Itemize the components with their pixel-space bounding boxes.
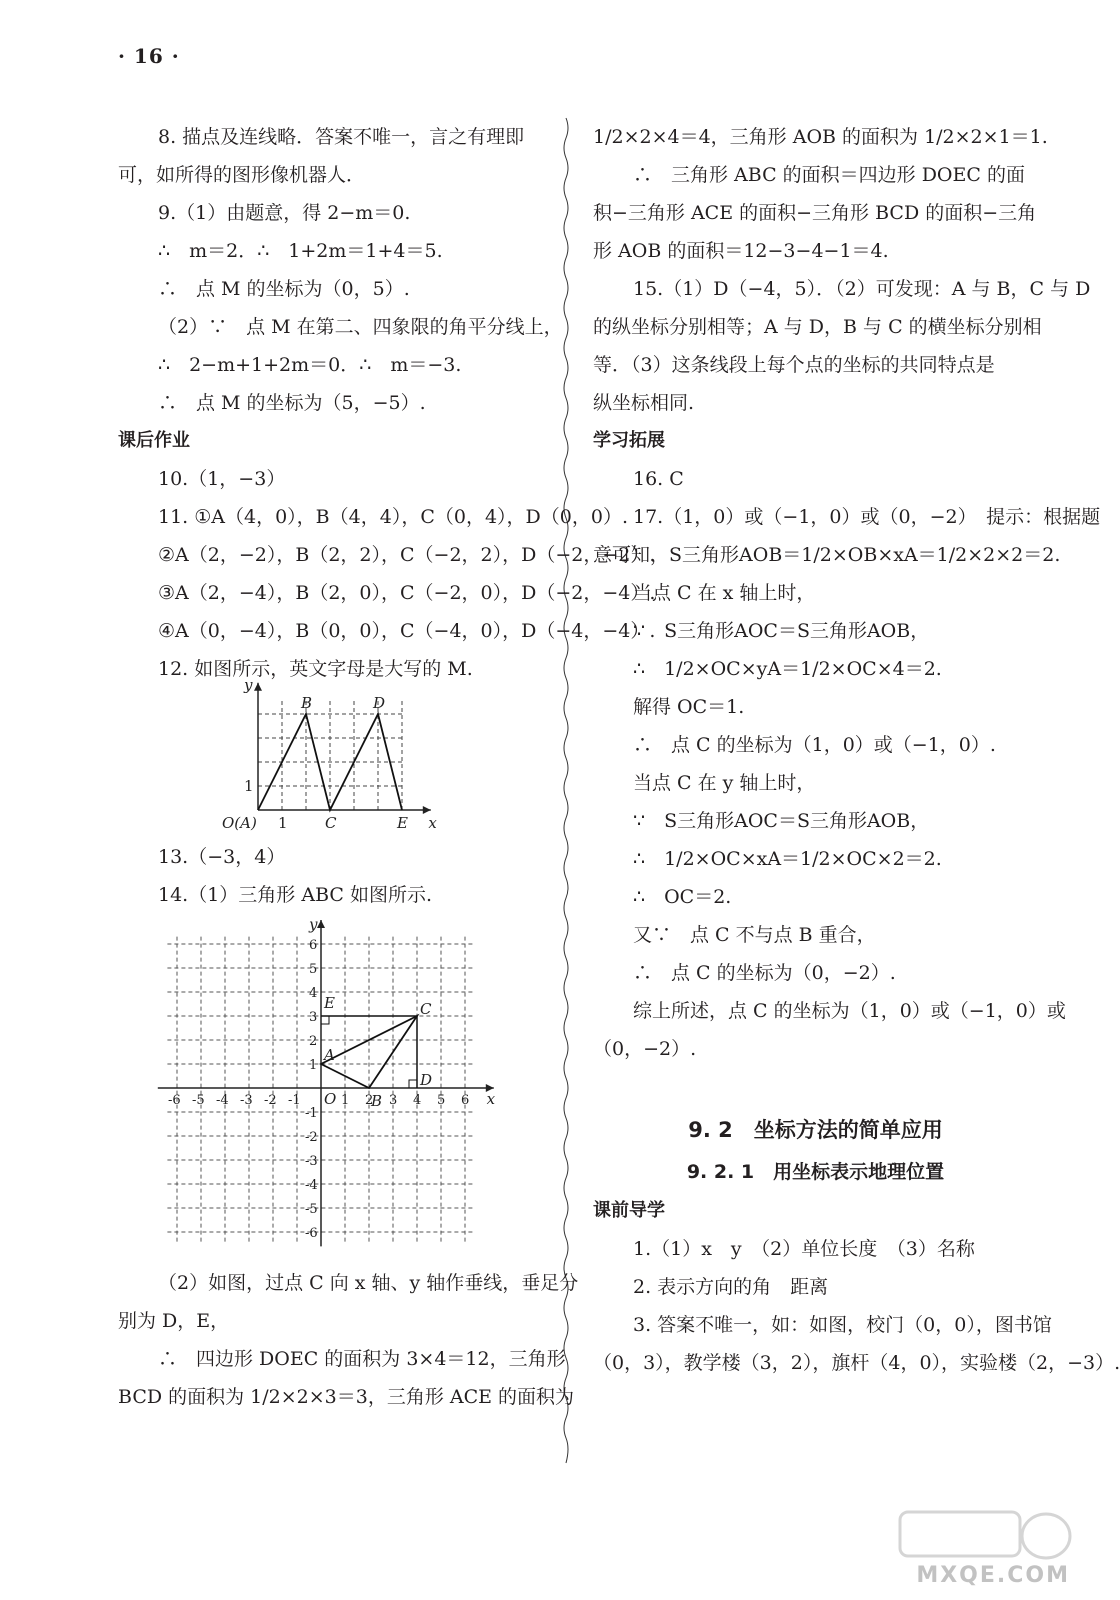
- y-tick-label: -1: [305, 1106, 318, 1121]
- section-title: 9. 2 坐标方法的简单应用: [688, 1118, 943, 1142]
- text-line: ∴ 1/2×OC×yA＝1/2×OC×4＝2.: [633, 658, 942, 680]
- text-line: （0，3），教学楼（3，2），旗杆（4，0），实验楼（2，−3）.: [593, 1352, 1120, 1374]
- text-line: 又∵ 点 C 不与点 B 重合，: [633, 924, 876, 946]
- text-line: 解得 OC＝1.: [633, 696, 745, 718]
- point-d-label: D: [420, 1071, 433, 1089]
- y-axis-label: y: [244, 676, 253, 694]
- x-tick-label: 4: [413, 1093, 422, 1108]
- tick-label-x-1: 1: [278, 814, 288, 832]
- text-line: 8. 描点及连线略．答案不唯一，言之有理即: [158, 126, 525, 148]
- x-tick-label: 5: [437, 1093, 446, 1108]
- text-line: 10.（1，−3）: [158, 468, 286, 490]
- x-axis-arrow: [423, 806, 431, 814]
- x-tick-label: -6: [168, 1093, 181, 1108]
- text-line: ②A（2，−2），B（2，2），C（−2，2），D（−2，−2）.: [158, 544, 656, 566]
- text-line: 综上所述，点 C 的坐标为（1，0）或（−1，0）或: [633, 1000, 1066, 1022]
- y-tick-label: 4: [309, 986, 318, 1001]
- x-tick-label: -3: [240, 1093, 253, 1108]
- figure-14-triangle: [118, 914, 563, 1264]
- text-line: 1/2×2×4＝4，三角形 AOB 的面积为 1/2×2×1＝1.: [593, 126, 1048, 148]
- text-line: ④A（0，−4），B（0，0），C（−4，0），D（−4，−4）.: [158, 620, 656, 642]
- section-heading: 课前导学: [593, 1200, 665, 1221]
- y-tick-label: 2: [309, 1034, 318, 1049]
- x-tick-label: -2: [264, 1093, 277, 1108]
- text-line: ∴ m＝2．∴ 1+2m＝1+4＝5.: [158, 240, 443, 262]
- x-tick-label: 3: [389, 1093, 398, 1108]
- text-line: 等．（3）这条线段上每个点的坐标的共同特点是: [593, 354, 995, 376]
- right-column: [593, 118, 1120, 1382]
- text-line: ∴ 三角形 ABC 的面积＝四边形 DOEC 的面: [633, 164, 1025, 186]
- x-tick-label: 6: [461, 1093, 470, 1108]
- text-line: ∴ OC＝2.: [633, 886, 732, 908]
- tick-label-y-1: 1: [244, 777, 254, 795]
- point-c-label: C: [325, 814, 337, 832]
- y-tick-label: 5: [309, 962, 318, 977]
- text-line: ∴ 四边形 DOEC 的面积为 3×4＝12，三角形: [158, 1348, 566, 1370]
- text-line: 11. ①A（4，0），B（4，4），C（0，4），D（0，0）.: [158, 506, 628, 528]
- right-angle-d: [409, 1080, 417, 1088]
- y-tick-label: -2: [305, 1130, 318, 1145]
- text-line: ∴ 点 M 的坐标为（5，−5）.: [158, 392, 426, 414]
- point-d-label: D: [373, 694, 386, 712]
- text-line: 可，如所得的图形像机器人．: [118, 164, 366, 186]
- text-line: 2. 表示方向的角 距离: [633, 1276, 829, 1298]
- text-line: 12. 如图所示，英文字母是大写的 M.: [158, 658, 473, 680]
- left-text-block-b: [118, 838, 563, 914]
- figure-12-svg: [118, 676, 563, 838]
- text-line: 16. C: [633, 468, 684, 490]
- x-axis-label: x: [486, 1090, 496, 1108]
- x-tick-label: -4: [216, 1093, 229, 1108]
- y-axis-label: y: [309, 915, 318, 934]
- y-tick-label: 6: [309, 938, 318, 953]
- text-line: 别为 D，E，: [118, 1310, 230, 1332]
- section-heading: 学习拓展: [593, 430, 665, 451]
- watermark-text: MXQE.COM: [916, 1563, 1070, 1588]
- subsection-title: 9. 2. 1 用坐标表示地理位置: [686, 1161, 945, 1183]
- y-tick-label: -3: [305, 1154, 318, 1169]
- y-tick-label: 1: [309, 1058, 318, 1073]
- text-line: ∴ 1/2×OC×xA＝1/2×OC×2＝2.: [633, 848, 942, 870]
- text-line: 17.（1，0）或（−1，0）或（0，−2） 提示：根据题: [633, 506, 1101, 528]
- y-tick-label: -5: [305, 1202, 318, 1217]
- x-tick-label: -1: [288, 1093, 301, 1108]
- text-line: ∵ S三角形AOC＝S三角形AOB，: [633, 620, 930, 642]
- point-b-label: B: [301, 694, 313, 712]
- x-tick-label: 1: [341, 1093, 350, 1108]
- text-line: ③A（2，−4），B（2，0），C（−2，0），D（−2，−4）.: [158, 582, 656, 604]
- point-a-label: A: [324, 1046, 335, 1064]
- right-angle-e: [321, 1016, 329, 1024]
- text-line: BCD 的面积为 1/2×2×3＝3，三角形 ACE 的面积为: [118, 1386, 575, 1408]
- text-line: （0，−2）.: [593, 1038, 697, 1060]
- text-line: ∵ S三角形AOC＝S三角形AOB，: [633, 810, 930, 832]
- text-line: 3. 答案不唯一，如：如图，校门（0，0），图书馆: [633, 1314, 1052, 1336]
- right-text-block-b: [593, 1192, 1120, 1382]
- text-line: ∴ 点 M 的坐标为（0，5）.: [158, 278, 410, 300]
- text-line: ∴ 点 C 的坐标为（1，0）或（−1，0）.: [633, 734, 996, 756]
- figure-14-svg: [118, 914, 563, 1264]
- point-c-label: C: [420, 1000, 432, 1018]
- point-e-label: E: [324, 994, 335, 1012]
- point-e-label: E: [397, 814, 408, 832]
- text-line: 的纵坐标分别相等；A 与 D，B 与 C 的横坐标分别相: [593, 316, 1042, 338]
- point-b-label: B: [371, 1092, 383, 1110]
- x-tick-label: 2: [365, 1093, 374, 1108]
- text-line: ∴ 点 C 的坐标为（0，−2）.: [633, 962, 896, 984]
- x-tick-label: -5: [192, 1093, 205, 1108]
- text-line: 纵坐标相同.: [593, 392, 695, 414]
- text-line: 当点 C 在 x 轴上时，: [633, 582, 816, 604]
- section-heading: 课后作业: [118, 430, 190, 451]
- text-line: 13.（−3，4）: [158, 846, 286, 868]
- right-text-block-a: [593, 118, 1101, 1068]
- text-line: 9.（1）由题意，得 2−m＝0.: [158, 202, 411, 224]
- y-tick-label: 3: [309, 1010, 318, 1025]
- text-line: ∴ 2−m+1+2m＝0．∴ m＝−3.: [158, 354, 462, 376]
- text-line: 15.（1）D（−4，5）．（2）可发现：A 与 B，C 与 D: [633, 278, 1091, 300]
- origin-label: O: [324, 1090, 337, 1108]
- text-line: 意可知，S三角形AOB＝1/2×OB×xA＝1/2×2×2＝2.: [593, 544, 1061, 566]
- text-line: 当点 C 在 y 轴上时，: [633, 772, 816, 794]
- y-tick-label: -4: [305, 1178, 318, 1193]
- x-axis-label: x: [428, 814, 437, 832]
- text-line: 积−三角形 ACE 的面积−三角形 BCD 的面积−三角: [593, 202, 1037, 224]
- left-text-block-c: [118, 1264, 579, 1416]
- y-axis-arrow: [317, 920, 325, 928]
- origin-label: O(A): [222, 814, 257, 832]
- text-line: 1.（1）x y （2）单位长度 （3）名称: [633, 1238, 975, 1260]
- text-line: （2）如图，过点 C 向 x 轴、y 轴作垂线，垂足分: [158, 1272, 579, 1294]
- page-number: · 16 ·: [118, 44, 180, 68]
- text-line: 14.（1）三角形 ABC 如图所示.: [158, 884, 432, 906]
- text-line: 形 AOB 的面积＝12−3−4−1＝4.: [593, 240, 889, 262]
- figure-12-m-letter: [118, 676, 563, 838]
- y-tick-label: -6: [305, 1226, 318, 1241]
- text-line: （2）∵ 点 M 在第二、四象限的角平分线上，: [158, 316, 563, 338]
